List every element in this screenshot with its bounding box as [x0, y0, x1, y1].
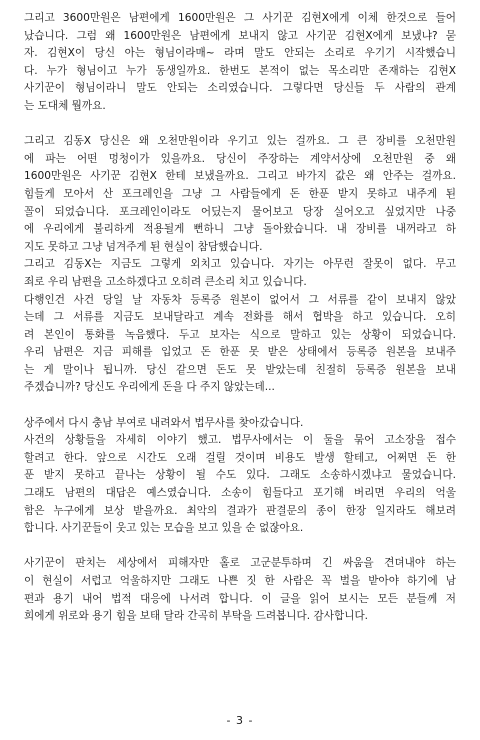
text-line: 이 현실이 서럽고 억울하지만 그래도 나쁜 짓 한 사람은 꼭 벌을 받아야 하기에 남 [24, 575, 456, 587]
text-line: 푼 받지 못하고 끝나는 상황이 될 수도 있다. 그래도 소송하시겠냐고 물었습니다. [24, 469, 456, 482]
text-line: 그리고 김동X 당신은 왜 오천만원이라 우기고 있는 걸까요. 그 큰 장비를 오천만원 [24, 135, 456, 148]
text-line: 지도 못하고 그냥 넘겨주게 된 현실이 참담했습니다. [24, 240, 263, 253]
text-line: 는데 그 서류를 지금도 보내달라고 계속 전화를 해서 협박을 하고 있습니다. 오히 [24, 311, 456, 324]
text-line: 다행인건 사건 당일 날 자동차 등록증 원본이 없어서 그 서류를 같이 보내지 않았 [24, 293, 456, 306]
text-line: 꼴이 되었습니다. 포크레인이라도 어딨는지 물어보고 당장 실어오고 싶었지만 나중 [24, 205, 456, 218]
text-line: 사기꾼이 판치는 세상에서 피해자만 홀로 고군분투하며 긴 싸움을 견뎌내야 하는 [24, 557, 456, 570]
text-line: 다. 누가 형님이고 누가 동생일까요. 한번도 본적이 없는 목소리만 존재하는 김현X [24, 64, 456, 77]
text-line: 할려고 한다. 앞으로 시간도 오래 걸릴 것이며 비용도 발생 할테고, 어쩌면 돈 한 [24, 451, 456, 464]
text-line: 자. 김현X이 당신 아는 형님이라매~ 라며 말도 안되는 소리로 우기기 시작했습니 [24, 47, 456, 60]
text-line: 상주에서 다시 충남 부여로 내려와서 법무사를 찾아갔습니다. [24, 416, 304, 429]
text-line: 사건의 상황들을 자세히 이야기 했고. 법무사에서는 이 둘을 묶어 고소장을 접수 [24, 434, 456, 447]
text-line: 우리 남편은 지금 피해를 입었고 돈 한푼 못 받은 상태에서 등록증 원본을 보내주 [24, 346, 456, 359]
text-line: 함은 누구에게 보상 받을까요. 최악의 결과가 판결문의 종이 한장 일지라도 해보려 [24, 504, 456, 517]
text-line: 편과 용기 내어 법적 대응에 나서려 합니다. 이 글을 읽어 보시는 모든 분들께 저 [24, 592, 456, 605]
text-line: 그래도 남편의 대답은 예스였습니다. 소송이 힘들다고 포기해 버리면 우리의 억울 [24, 487, 456, 500]
text-line: 죄로 우리 남편을 고소하겠다고 오히려 큰소리 치고 있습니다. [24, 275, 307, 288]
text-line: 합니다. 사기꾼들이 웃고 있는 모습을 보고 있을 순 없잖아요. [24, 522, 304, 535]
page-number: - 3 - [226, 714, 254, 727]
text-line: 주겠습니까? 당신도 우리에게 돈을 다 주지 않았는데... [24, 381, 275, 394]
text-line: 그리고 김동X는 지금도 그렇게 외치고 있습니다. 자기는 아무런 잘못이 없다. 무고 [24, 258, 456, 271]
document-body [24, 10, 456, 626]
text-line: 에 우리에게 불리하게 적용될게 뻔하니 그냥 돌아왔습니다. 내 장비를 내꺼라고 하 [24, 223, 456, 236]
paragraph-spacer [24, 397, 456, 415]
text-line: 에 파는 어떤 멍청이가 있을까요. 당신이 주장하는 계약서상에 오천만원 중 왜 [24, 152, 456, 165]
text-line: 1600만원은 사기꾼 김현X 한테 보냈을까요. 그리고 바가지 값은 왜 안주는 걸까요. [24, 170, 456, 183]
paragraph-legal-action [24, 415, 456, 538]
text-line: 희에게 위로와 용기 힘을 보태 달라 간곡히 부탁을 드려봅니다. 감사합니다. [24, 610, 369, 623]
paragraph-money-transfer [24, 10, 456, 116]
text-line: 려 본인이 통화를 녹음했다. 두고 보자는 식으로 말하고 있는 상황이 되었습니다. [24, 328, 456, 341]
text-line: 났습니다. 그럼 왜 1600만원은 남편에게 보내지 않고 사기꾼 김현X에게 보냈냐? 묻 [24, 29, 456, 42]
text-line: 사기꾼이 형님이라니 말도 안되는 소리였습니다. 그렇다면 당신들 두 사람의 관계 [24, 82, 456, 95]
text-line: 힘들게 모아서 산 포크레인을 그냥 그 사람들에게 돈 한푼 받지 못하고 내주게 된 [24, 187, 456, 200]
paragraph-spacer [24, 116, 456, 134]
paragraph-spacer [24, 538, 456, 556]
text-line: 는 도대체 뭘까요. [24, 99, 106, 112]
text-line: 는 게 말이나 됩니까. 당신 같으면 돈도 못 받았는데 친절히 등록증 원본을 보내 [24, 363, 456, 376]
paragraph-kimdong-claims [24, 133, 456, 397]
text-line: 그리고 3600만원은 남편에게 1600만원은 그 사기꾼 김현X에게 이체 한것으로 들어 [24, 12, 456, 24]
paragraph-closing-appeal [24, 555, 456, 625]
